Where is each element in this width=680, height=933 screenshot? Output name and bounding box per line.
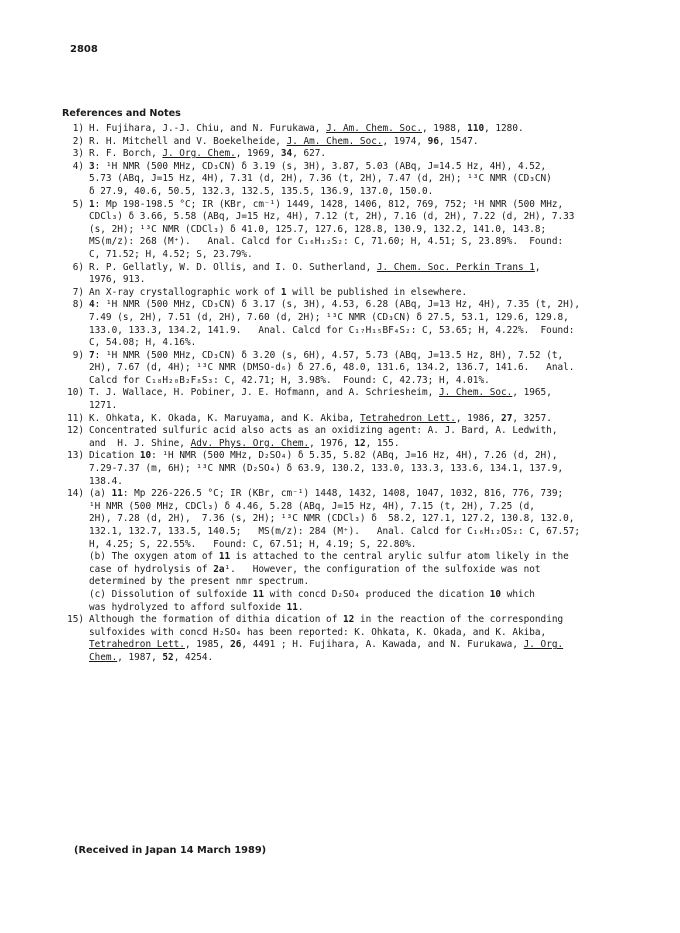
bold-text: 1: [280, 286, 287, 298]
reference-line: [89, 224, 662, 237]
reference-segment: , 4491 ; H. Fujihara, A. Kawada, and N. Furukawa,: [241, 639, 524, 651]
reference-segment: C, 54.08; H, 4.16%.: [89, 337, 197, 349]
reference-segment: with concd D₂SO₄ produced the dication: [263, 588, 490, 600]
reference-segment: will be published in elsewhere.: [286, 286, 468, 298]
reference-item: [62, 614, 662, 664]
reference-segment: is attached to the central arylic sulfur atom likely in the: [230, 551, 569, 563]
bold-text: 1: [89, 198, 95, 210]
reference-segment: : ¹H NMR (500 MHz, CD₃CN) δ 3.19 (s, 3H), 3.87, 5.03 (ABq, J=14.5 Hz, 4H), 4.52,: [94, 160, 547, 172]
reference-line: [89, 501, 662, 514]
reference-line: [89, 400, 662, 413]
reference-segment: : Mp 198-198.5 °C; IR (KBr, cm⁻¹) 1449, 1428, 1406, 812, 769, 752; ¹H NMR (500 MHz,: [94, 198, 564, 210]
reference-segment: Calcd for C₁₈H₂₀B₂F₈S₃: C, 42.71; H, 3.98%. Found: C, 42.73; H, 4.01%.: [89, 374, 490, 386]
reference-segment: Dication: [89, 450, 140, 462]
reference-line: [89, 488, 662, 501]
bold-text: 10: [139, 450, 152, 462]
reference-line: [89, 362, 662, 375]
reference-segment: δ 27.9, 40.6, 50.5, 132.3, 132.5, 135.5, 136.9, 137.0, 150.0.: [89, 185, 434, 197]
reference-line: [89, 262, 662, 275]
bold-text: 110: [467, 123, 485, 134]
bold-text: 11: [252, 588, 264, 600]
journal-name: Tetrahedron Lett.: [89, 639, 185, 651]
reference-number: 13): [67, 450, 84, 462]
reference-segment: was hydrolyzed to afford sulfoxide: [89, 601, 287, 613]
references-list: [62, 123, 662, 665]
reference-segment: , 1280.: [484, 123, 524, 134]
reference-number: 5): [72, 198, 84, 210]
journal-name: Adv. Phys. Org. Chem.: [190, 437, 310, 449]
reference-line: [89, 551, 662, 564]
bold-text: 27: [501, 412, 513, 424]
journal-name: Chem.: [89, 651, 118, 663]
reference-text: [89, 450, 662, 488]
reference-number: 2): [72, 135, 84, 147]
bold-text: 7: [89, 349, 95, 361]
journal-name: J. Org.: [523, 639, 564, 651]
reference-line: [89, 161, 662, 174]
bold-text: 12: [343, 614, 355, 626]
reference-line: [89, 539, 662, 552]
reference-line: [89, 274, 662, 287]
journal-name: J. Am. Chem. Soc.: [326, 123, 423, 134]
reference-line: [89, 350, 662, 363]
reference-segment: R. F. Borch,: [89, 148, 163, 160]
reference-segment: 7.29-7.37 (m, 6H); ¹³C NMR (D₂SO₄) δ 63.9, 130.2, 133.0, 133.3, 133.6, 134.1, 137.9,: [89, 463, 564, 475]
reference-text: [89, 136, 662, 149]
reference-segment: 7.49 (s, 2H), 7.51 (d, 2H), 7.60 (d, 2H); ¹³C NMR (CD₃CN) δ 27.5, 53.1, 129.6, 129.8,: [89, 311, 569, 323]
reference-segment: .: [297, 601, 304, 613]
reference-segment: K. Ohkata, K. Okada, K. Maruyama, and K. Akiba,: [89, 412, 360, 424]
reference-text: [89, 262, 662, 287]
reference-text: [89, 299, 662, 349]
reference-segment: , 1969,: [235, 148, 281, 160]
reference-number: 14): [67, 488, 84, 500]
reference-segment: : Mp 226-226.5 °C; IR (KBr, cm⁻¹) 1448, 1432, 1408, 1047, 1032, 816, 776, 739;: [122, 488, 564, 500]
reference-item: [62, 136, 662, 149]
bold-text: 11: [286, 601, 298, 613]
reference-segment: C, 71.52; H, 4.52; S, 23.79%.: [89, 248, 253, 260]
reference-line: [89, 602, 662, 615]
reference-segment: H. Fujihara, J.-J. Chiu, and N. Furukawa,: [89, 123, 327, 134]
journal-name: J. Chem. Soc.: [438, 387, 513, 399]
reference-text: [89, 614, 662, 664]
journal-name: J. Org. Chem.: [162, 148, 236, 160]
reference-segment: , 1986,: [455, 412, 502, 424]
reference-number: 15): [67, 614, 84, 626]
reference-text: [89, 161, 662, 199]
reference-item: [62, 123, 662, 136]
bold-text: 10: [489, 588, 502, 600]
reference-segment: 1976, 913.: [89, 274, 146, 286]
reference-segment: Although the formation of dithia dication of: [89, 614, 343, 626]
journal-name: J. Am. Chem. Soc.: [286, 135, 383, 147]
reference-segment: ,: [534, 261, 541, 273]
reference-number: 7): [72, 286, 84, 298]
reference-line: [89, 526, 662, 539]
reference-segment: T. J. Wallace, H. Pobiner, J. E. Hofmann, and A. Schriesheim,: [89, 387, 439, 399]
reference-text: [89, 488, 662, 614]
reference-segment: , 1987,: [117, 651, 163, 663]
reference-number: 6): [72, 261, 84, 273]
reference-segment: 1271.: [89, 400, 118, 412]
reference-line: [89, 463, 662, 476]
reference-text: [89, 425, 662, 450]
bold-text: 4: [89, 299, 95, 311]
bold-text: 34: [280, 148, 293, 160]
reference-segment: , 1974,: [382, 135, 428, 147]
reference-segment: , 1985,: [184, 639, 231, 651]
bold-text: 12: [354, 437, 366, 449]
reference-item: [62, 488, 662, 614]
reference-segment: H, 4.25; S, 22.55%. Found: C, 67.51; H, 4.19; S, 22.80%.: [89, 538, 417, 550]
reference-line: [89, 123, 662, 136]
reference-segment: : ¹H NMR (500 MHz, CD₃CN) δ 3.20 (s, 6H), 4.57, 5.73 (ABq, J=13.5 Hz, 8H), 7.52 (t,: [94, 349, 564, 361]
reference-segment: , 1965,: [512, 387, 552, 399]
reference-line: [89, 136, 662, 149]
reference-segment: 2H), 7.28 (d, 2H), 7.36 (s, 2H); ¹³C NMR (CDCl₃) δ 58.2, 127.1, 127.2, 130.8, 132.0,: [89, 513, 575, 525]
reference-line: [89, 249, 662, 262]
reference-line: [89, 639, 662, 652]
reference-segment: which: [501, 588, 535, 600]
reference-number: 3): [72, 148, 84, 160]
reference-line: [89, 425, 662, 438]
reference-item: [62, 450, 662, 488]
reference-line: [89, 325, 662, 338]
reference-line: [89, 299, 662, 312]
reference-segment: An X-ray crystallographic work of: [89, 286, 281, 298]
reference-line: [89, 211, 662, 224]
journal-name: J. Chem. Soc. Perkin Trans 1: [376, 261, 535, 273]
reference-item: [62, 425, 662, 450]
reference-line: [89, 564, 662, 577]
bold-text: 52: [162, 651, 174, 663]
reference-line: [89, 450, 662, 463]
reference-segment: : ¹H NMR (500 MHz, D₂SO₄) δ 5.35, 5.82 (ABq, J=16 Hz, 4H), 7.26 (d, 2H),: [151, 450, 558, 462]
reference-text: [89, 199, 662, 262]
reference-number: 4): [72, 160, 84, 172]
reference-segment: CDCl₃) δ 3.66, 5.58 (ABq, J=15 Hz, 4H), 7.12 (t, 2H), 7.16 (d, 2H), 7.22 (d, 2H), 7.33: [89, 211, 575, 223]
reference-segment: ¹. However, the configuration of the sulfoxide was not: [224, 563, 541, 575]
reference-item: [62, 299, 662, 349]
reference-segment: , 627.: [292, 148, 327, 160]
reference-segment: 2H), 7.67 (d, 4H); ¹³C NMR (DMSO-d₆) δ 27.6, 48.0, 131.6, 134.2, 136.7, 141.6. Anal.: [89, 362, 575, 374]
reference-segment: : ¹H NMR (500 MHz, CD₃CN) δ 3.17 (s, 3H), 4.53, 6.28 (ABq, J=13 Hz, 4H), 7.35 (t, 2H),: [94, 299, 581, 311]
reference-line: [89, 173, 662, 186]
reference-segment: 138.4.: [89, 475, 123, 487]
reference-line: [89, 476, 662, 489]
reference-line: [89, 236, 662, 249]
reference-line: [89, 576, 662, 589]
reference-item: [62, 161, 662, 199]
bold-text: 11: [218, 551, 231, 563]
reference-line: [89, 614, 662, 627]
reference-segment: , 1976,: [309, 437, 355, 449]
reference-line: [89, 375, 662, 388]
page-number: 2808: [70, 44, 98, 55]
reference-line: [89, 337, 662, 350]
reference-item: [62, 413, 662, 426]
reference-segment: case of hydrolysis of: [89, 563, 214, 575]
reference-number: 9): [72, 349, 84, 361]
reference-item: [62, 262, 662, 287]
reference-number: 8): [72, 299, 84, 311]
reference-line: [89, 287, 662, 300]
reference-segment: R. H. Mitchell and V. Boekelheide,: [89, 135, 287, 147]
reference-segment: 5.73 (ABq, J=15 Hz, 4H), 7.31 (d, 2H), 7.36 (t, 2H), 7.47 (d, 2H); ¹³C NMR (CD₃CN): [89, 173, 552, 185]
reference-segment: 133.0, 133.3, 134.2, 141.9. Anal. Calcd for C₁₇H₁₅BF₄S₂: C, 53.65; H, 4.22%. Found:: [89, 324, 575, 336]
reference-line: [89, 627, 662, 640]
bold-text: 3: [89, 160, 95, 172]
reference-number: 1): [72, 123, 84, 134]
reference-segment: sulfoxides with concd H₂SO₄ has been reported: K. Ohkata, K. Okada, and K. Akiba,: [89, 626, 547, 638]
journal-name: Tetrahedron Lett.: [359, 412, 456, 424]
reference-item: [62, 387, 662, 412]
reference-text: [89, 123, 662, 136]
reference-number: 12): [67, 425, 84, 437]
reference-line: [89, 513, 662, 526]
reference-line: [89, 387, 662, 400]
reference-line: [89, 186, 662, 199]
reference-segment: ¹H NMR (500 MHz, CDCl₃) δ 4.46, 5.28 (ABq, J=15 Hz, 4H), 7.15 (t, 2H), 7.25 (d,: [89, 500, 535, 512]
reference-segment: (c) Dissolution of sulfoxide: [89, 588, 253, 600]
bold-text: 96: [427, 135, 439, 147]
reference-segment: in the reaction of the corresponding: [354, 614, 564, 626]
reference-segment: MS(m/z): 268 (M⁺). Anal. Calcd for C₁₆H₁₂S₂: C, 71.60; H, 4.51; S, 23.89%. Found:: [89, 236, 564, 248]
reference-line: [89, 148, 662, 161]
reference-line: [89, 652, 662, 665]
reference-segment: R. P. Gellatly, W. D. Ollis, and I. O. Sutherland,: [89, 261, 377, 273]
reference-number: 10): [67, 387, 84, 399]
reference-segment: (b) The oxygen atom of: [89, 551, 219, 563]
reference-item: [62, 287, 662, 300]
reference-segment: (a): [89, 488, 112, 500]
reference-line: [89, 589, 662, 602]
reference-segment: , 3257.: [512, 412, 552, 424]
bold-text: 2a: [213, 563, 225, 575]
reference-line: [89, 413, 662, 426]
reference-line: [89, 312, 662, 325]
references-heading: References and Notes: [62, 108, 181, 119]
reference-segment: , 1988,: [422, 123, 468, 134]
reference-item: [62, 148, 662, 161]
reference-text: [89, 287, 662, 300]
bold-text: 26: [230, 639, 242, 651]
received-date: (Received in Japan 14 March 1989): [74, 845, 267, 856]
reference-segment: Concentrated sulfuric acid also acts as an oxidizing agent: A. J. Bard, A. Ledwith,: [89, 425, 558, 437]
reference-text: [89, 413, 662, 426]
bold-text: 11: [111, 488, 123, 500]
reference-text: [89, 387, 662, 412]
reference-text: [89, 148, 662, 161]
reference-segment: (s, 2H); ¹³C NMR (CDCl₃) δ 41.0, 125.7, 127.6, 128.8, 130.9, 132.2, 141.0, 143.8;: [89, 223, 547, 235]
reference-segment: , 155.: [365, 437, 400, 449]
reference-line: [89, 199, 662, 212]
reference-segment: determined by the present nmr spectrum.: [89, 576, 310, 588]
reference-segment: , 1547.: [438, 135, 479, 147]
reference-segment: and H. J. Shine,: [89, 437, 191, 449]
reference-item: [62, 199, 662, 262]
reference-segment: 132.1, 132.7, 133.5, 140.5; MS(m/z): 284 (M⁺). Anal. Calcd for C₁₆H₁₂OS₂: C, 67.57;: [89, 526, 581, 537]
reference-item: [62, 350, 662, 388]
reference-text: [89, 350, 662, 388]
reference-line: [89, 438, 662, 451]
reference-segment: , 4254.: [173, 651, 214, 663]
reference-number: 11): [67, 412, 84, 424]
